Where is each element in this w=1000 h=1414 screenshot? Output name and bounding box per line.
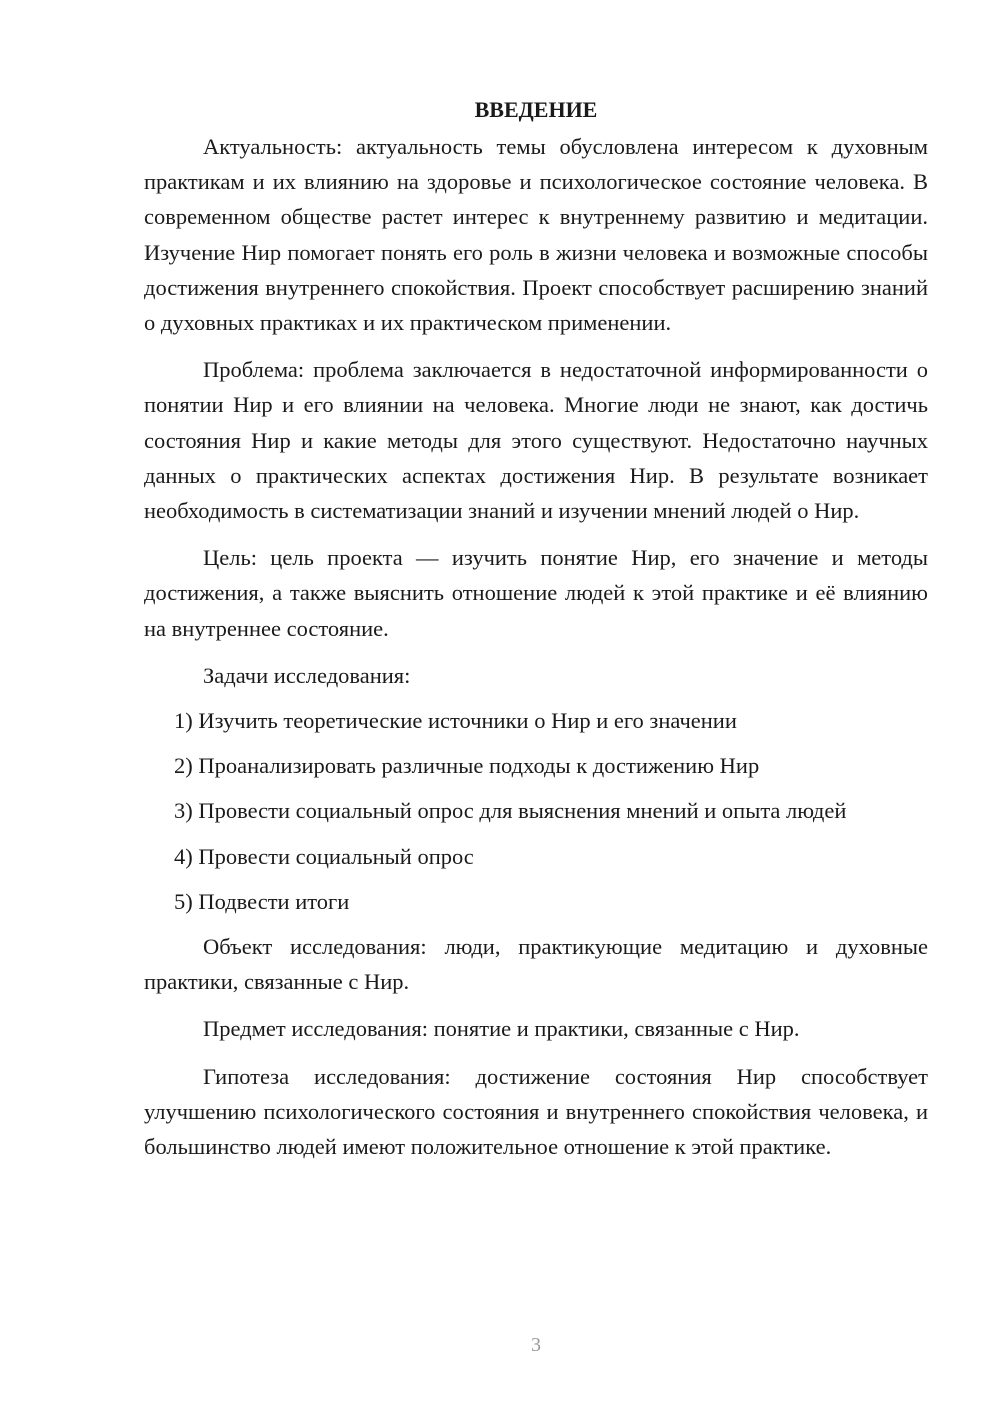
- paragraph-problem: Проблема: проблема заключается в недостаточной информированности о понятии Нир и его влиянии на человека. Многие люди не знают, как достичь состояния Нир и какие методы для этого существуют. Недостаточно научных данных о практических аспектах достижения Нир. В результате возникает необходимость в систематизации знаний и изучении мнений людей о Нир.: [144, 357, 928, 524]
- paragraph-subject: Предмет исследования: понятие и практики, связанные с Нир.: [203, 1016, 800, 1042]
- task-item: 3) Провести социальный опрос для выяснения мнений и опыта людей: [174, 798, 847, 824]
- paragraph-object: Объект исследования: люди, практикующие медитацию и духовные практики, связанные с Нир.: [144, 934, 928, 995]
- tasks-section: [144, 658, 928, 919]
- task-item: 2) Проанализировать различные подходы к достижению Нир: [174, 753, 760, 779]
- task-item: 4) Провести социальный опрос: [174, 843, 474, 869]
- page-number: 3: [531, 1334, 541, 1356]
- paragraph-relevance: Актуальность: актуальность темы обусловлена интересом к духовным практикам и их влиянию на здоровье и психологическое состояние человека. В современном обществе растет интерес к внутреннему развитию и медитации. Изучение Нир помогает понять его роль в жизни человека и возможные способы достижения внутреннего спокойствия. Проект способствует расширению знаний о духовных практиках и их практическом применении.: [144, 134, 928, 336]
- paragraph-hypothesis: Гипотеза исследования: достижение состояния Нир способствует улучшению психологического состояния и внутреннего спокойствия человека, и большинство людей имеют положительное отношение к этой практике.: [144, 1063, 928, 1160]
- document-page: [144, 95, 928, 1164]
- paragraph-goal: Цель: цель проекта — изучить понятие Нир, его значение и методы достижения, а также выяснить отношение людей к этой практике и её влиянию на внутреннее состояние.: [144, 545, 928, 641]
- task-item: 1) Изучить теоретические источники о Нир и его значении: [174, 708, 737, 734]
- task-item: 5) Подвести итоги: [174, 888, 350, 914]
- tasks-title: Задачи исследования:: [203, 662, 411, 688]
- page-title: ВВЕДЕНИЕ: [474, 97, 598, 122]
